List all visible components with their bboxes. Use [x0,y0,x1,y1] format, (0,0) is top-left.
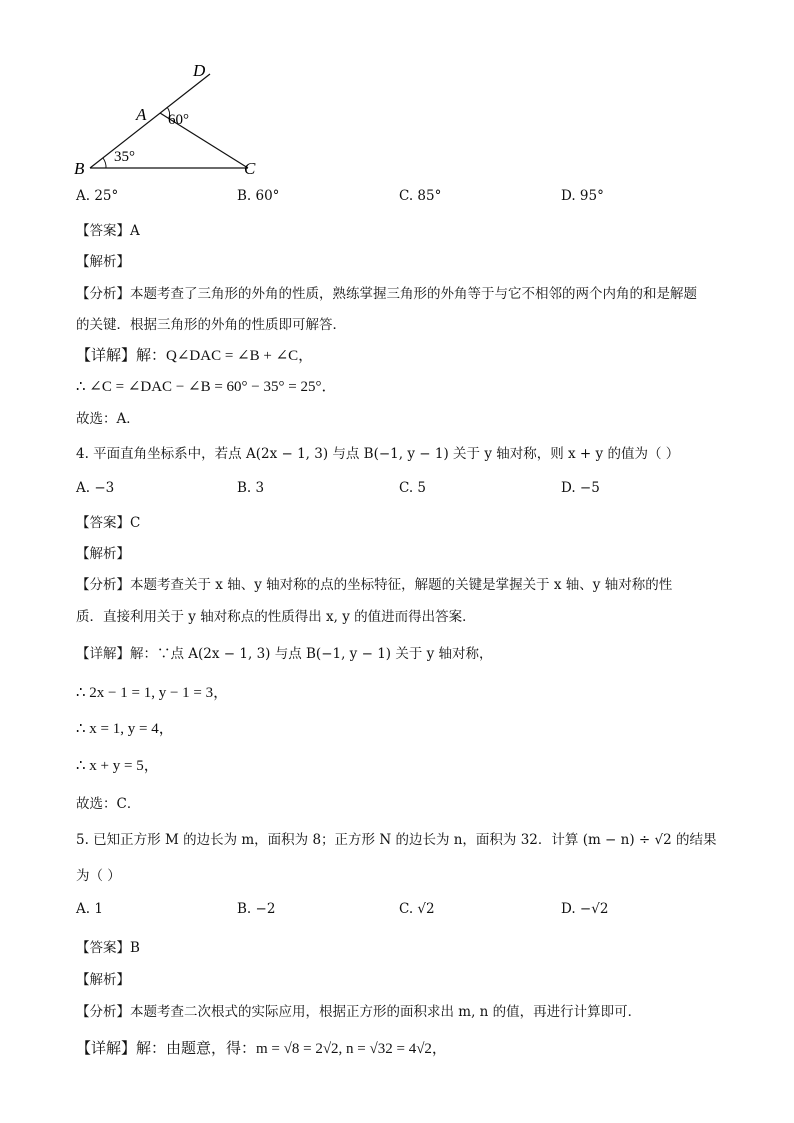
angle-B-value: 35° [114,149,135,165]
q4-analysis-line2: 质．直接利用关于 y 轴对称点的性质得出 x, y 的值进而得出答案． [76,609,476,625]
q5-analysis-line1: 【分析】本题考查二次根式的实际应用，根据正方形的面积求出 m, n 的值，再进行计算即可． [76,1004,642,1020]
q5-option-d: D. −√2 [561,901,609,917]
q5-option-a: A. 1 [76,901,103,917]
q3-option-c: C. 85° [399,188,442,204]
angle-arc-B [103,158,106,168]
q4-analysis-line1: 【分析】本题考查关于 x 轴、y 轴对称的点的坐标特征，解题的关键是掌握关于 x 轴、y 轴对称的性 [76,577,673,593]
q4-answer: 【答案】C [76,515,141,531]
q4-detail-line4: ∴ x + y = 5， [76,758,159,774]
q3-option-b: B. 60° [237,188,280,204]
q3-analysis-line2: 的关键．根据三角形的外角的性质即可解答． [76,317,346,333]
q3-option-d: D. 95° [561,188,604,204]
q3-detail-line1: 【详解】解：Q∠DAC = ∠B + ∠C， [76,348,314,364]
q3-conclusion: 故选：A． [76,411,140,427]
triangle-figure [70,58,270,180]
q5-stem-line2: 为（ ） [76,868,121,884]
q4-option-d: D. −5 [561,480,600,496]
q5-detail-line1: 【详解】解：由题意，得：m = √8 = 2√2, n = √32 = 4√2， [76,1041,447,1057]
label-B: B [74,159,85,178]
q3-detail-line2: ∴ ∠C = ∠DAC − ∠B = 60° − 35° = 25°． [76,379,337,395]
label-C: C [244,159,256,178]
q4-option-b: B. 3 [237,480,265,496]
q4-detail-line1: 【详解】解：∵点 A(2x − 1, 3) 与点 B(−1, y − 1) 关于 y 轴对称， [76,646,493,662]
q3-option-a: A. 25° [76,188,119,204]
q4-option-c: C. 5 [399,480,427,496]
q5-analysis-head: 【解析】 [76,972,130,988]
label-A: A [136,105,147,124]
q5-option-c: C. √2 [399,901,435,917]
q4-detail-line3: ∴ x = 1, y = 4， [76,721,174,737]
line-BD [90,74,210,168]
q4-detail-line2: ∴ 2x − 1 = 1, y − 1 = 3， [76,685,229,701]
q3-analysis-line1: 【分析】本题考查了三角形的外角的性质，熟练掌握三角形的外角等于与它不相邻的两个内角的和是解题 [76,286,697,302]
q3-answer: 【答案】A [76,223,140,239]
label-D: D [193,61,206,80]
q4-option-a: A. −3 [76,480,115,496]
angle-A-value: 60° [168,112,189,128]
q5-stem-line1: 5. 已知正方形 M 的边长为 m，面积为 8；正方形 N 的边长为 n，面积为 32．计算 (m − n) ÷ √2 的结果 [76,832,717,848]
q5-option-b: B. −2 [237,901,276,917]
q4-analysis-head: 【解析】 [76,546,130,562]
q3-analysis-head: 【解析】 [76,254,130,270]
q4-stem: 4. 平面直角坐标系中，若点 A(2x − 1, 3) 与点 B(−1, y − 1) 关于 y 轴对称，则 x + y 的值为（ ） [76,446,680,462]
q4-conclusion: 故选：C． [76,796,141,812]
q5-answer: 【答案】B [76,940,140,956]
